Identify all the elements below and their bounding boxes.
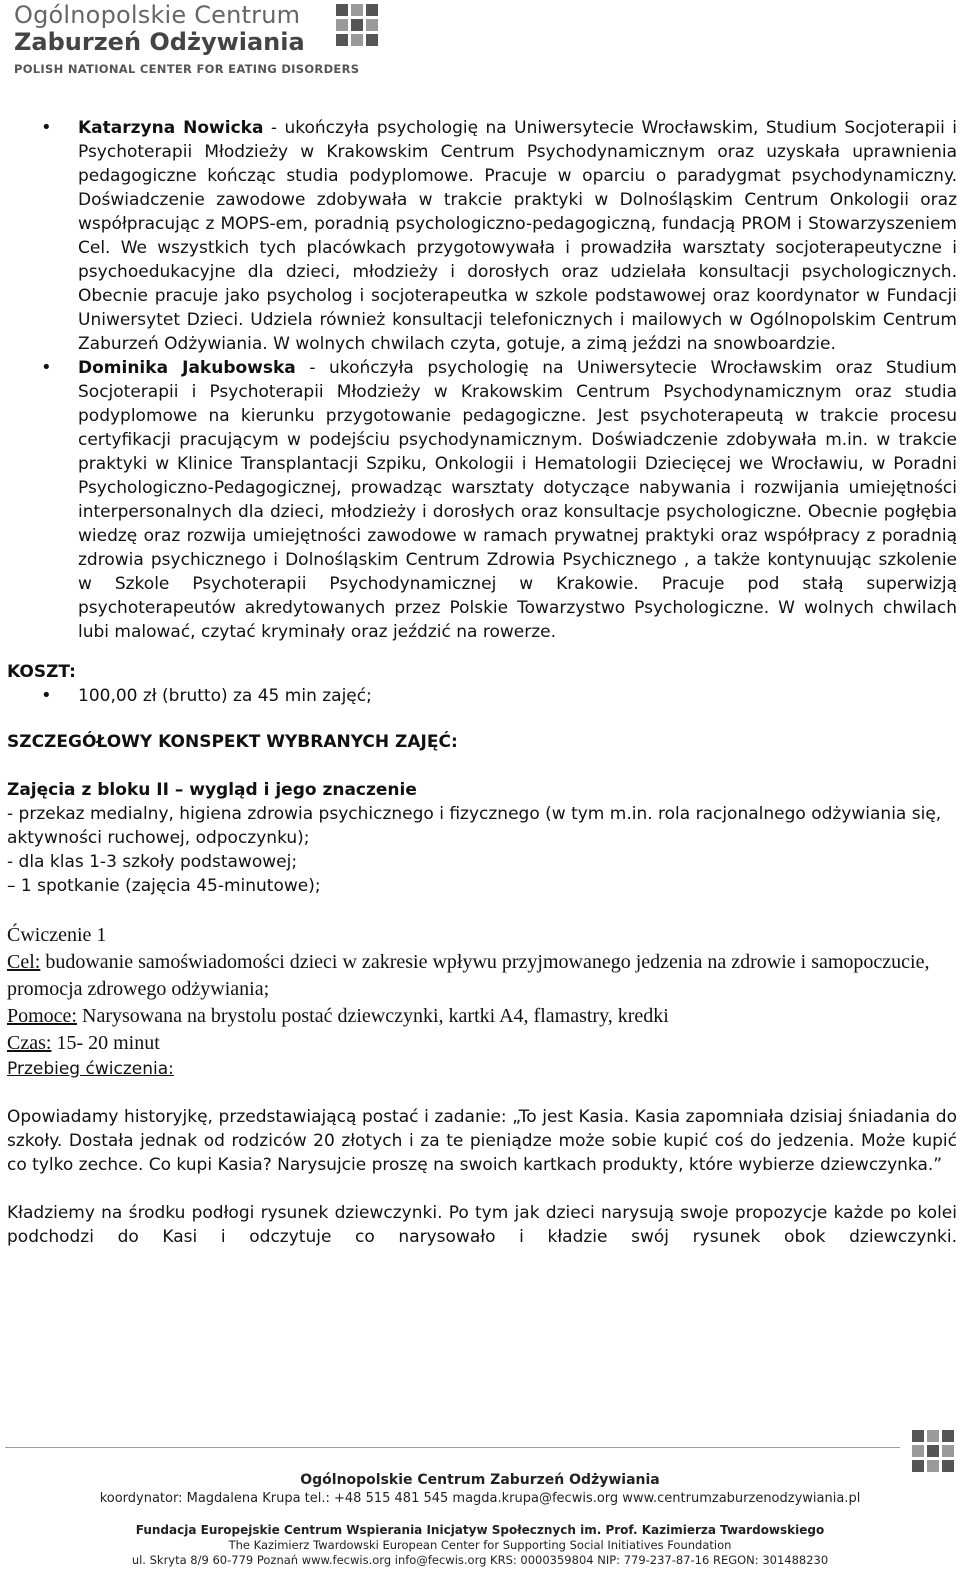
footer-divider [5,1447,900,1448]
footer-coordinator: koordynator: Magdalena Krupa tel.: +48 515 481 545 magda.krupa@fecwis.org www.centrumzaburzenodzywiania.pl [99,1491,861,1506]
outline-line2: - dla klas 1-3 szkoły podstawowej; [7,852,298,872]
footer [0,1470,960,1568]
course-label: Przebieg ćwiczenia: [7,1059,174,1079]
bio-item-jakubowska [7,356,957,644]
cost-item: • 100,00 zł (brutto) za 45 min zajęć; [7,684,957,708]
exercise-goal [7,949,957,1003]
time-label: Czas: [7,1032,52,1054]
org-name-line1: Ogólnopolskie Centrum [14,1,301,29]
exercise-aids [7,1003,957,1030]
goal-text: budowanie samoświadomości dzieci w zakresie wpływu przyjmowanego jedzenia na zdrowie i samopoczucie, promocja zdrowego odżywiania; [7,951,930,1000]
bio-list [7,116,957,644]
aids-text: Narysowana na brystolu postać dziewczynki, kartki A4, flamastry, kredki [77,1005,669,1027]
org-name-line2: Zaburzeń Odżywiania [14,28,305,56]
bio-item-nowicka [7,116,957,356]
logo-grid-icon [336,4,378,46]
block-title: Zajęcia z bloku II – wygląd i jego znaczenie [7,780,417,800]
cost-heading: KOSZT: [7,662,76,682]
bio-text: - ukończyła psychologię na Uniwersytecie Wrocławskim oraz Studium Socjoterapii i Psychoterapii Młodzieży w Krakowskim Centrum Psychodynamicznym oraz studia podyplomowe na kierunku przygotowanie pedagogiczne. Jest psychoterapeutą w trakcie procesu certyfikacji pracującym w podejściu psychodynamicznym. Doświadczenie zdobywała m.in. w trakcie praktyki w Klinice Transplantacji Szpiku, Onkologii i Hematologii Dziecięcej we Wrocławiu, w Poradni Psychologiczno-Pedagogicznej, prowadząc warsztaty dotyczące nabywania i rozwijania umiejętności interpersonalnych dla dzieci, młodzieży i dorosłych oraz konsultacje psychologiczne. Obecnie pogłębia wiedzę oraz rozwija umiejętności zawodowe w ramach prywatnej praktyki oraz współpracy z poradnią zdrowia psychicznego i Dolnośląskim Centrum Zdrowia Psychicznego , a także kontynuując szkolenie w Szkole Psychoterapii Psychodynamicznej w Krakowie. Pracuje pod stałą superwizją psychoterapeutów akredytowanych przez Polskie Towarzystwo Psychologiczne. W wolnych chwilach lubi malować, czytać kryminały oraz jeździć na rowerze. [78,358,957,642]
time-text: 15- 20 minut [51,1032,160,1054]
exercise-title: Ćwiczenie 1 [7,924,107,946]
footer-foundation-en: The Kazimierz Twardowski European Center for Supporting Social Initiatives Foundation [228,1538,732,1552]
footer-address: ul. Skryta 8/9 60-779 Poznań www.fecwis.org info@fecwis.org KRS: 0000359804 NIP: 779-237-87-16 REGON: 301488230 [131,1553,829,1567]
bio-text: - ukończyła psychologię na Uniwersytecie Wrocławskim, Studium Socjoterapii i Psychoterapii Młodzieży w Krakowskim Centrum Psychodynamicznym oraz uzyskała uprawnienia pedagogiczne kończąc studia podyplomowe. Pracuje w oparciu o paradygmat psychodynamiczny. Doświadczenie zawodowe zdobywała w trakcie praktyki w Dolnośląskim Centrum Onkologii oraz współpracując z MOPS-em, poradnią psychologiczno-pedagogiczną, fundacją PROM i Stowarzyszeniem Cel. We wszystkich tych placówkach przygotowywała i prowadziła warsztaty socjoterapeutyczne i psychoedukacyjne dla dzieci, młodzieży i dorosłych oraz udzielała konsultacji psychologicznych. Obecnie pracuje jako psycholog i socjoterapeutka w szkole podstawowej oraz koordynator w Fundacji Uniwersytet Dzieci. Udziela również konsultacji telefonicznych i mailowych w Ogólnopolskim Centrum Zaburzeń Odżywiania. W wolnych chwilach czyta, gotuje, a zimą jeździ na snowboardzie. [78,118,958,354]
footer-org-name: Ogólnopolskie Centrum Zaburzeń Odżywiania [300,1472,660,1488]
exercise-para1: Opowiadamy historyjkę, przedstawiającą postać i zadanie: „To jest Kasia. Kasia zapomniała dzisiaj śniadania do szkoły. Dostała jednak od rodziców 20 złotych i za te pieniądze może sobie kupić coś do jedzenia. Może kupić co tylko zechce. Co kupi Kasia? Narysujcie proszę na swoich kartkach produkty, które wybierze dziewczynka.” [7,1107,957,1175]
aids-label: Pomoce: [7,1005,77,1027]
outline-line1: - przekaz medialny, higiena zdrowia psychicznego i fizycznego (w tym m.in. rola racjonalnego odżywiania się, aktywności ruchowej, odpoczynku); [7,804,942,848]
cost-list [7,684,957,708]
outline-line3: – 1 spotkanie (zajęcia 45-minutowe); [7,876,321,896]
org-name-english: POLISH NATIONAL CENTER FOR EATING DISORDERS [14,62,360,76]
footer-foundation-pl: Fundacja Europejskie Centrum Wspierania Inicjatyw Społecznych im. Prof. Kazimierza Twardowskiego [135,1523,825,1537]
exercise-time [7,1030,957,1057]
outline-heading: SZCZEGÓŁOWY KONSPEKT WYBRANYCH ZAJĘĆ: [7,732,458,752]
bio-name: Katarzyna Nowicka [78,118,264,138]
footer-logo-grid-icon [912,1430,954,1472]
exercise-para2: Kładziemy na środku podłogi rysunek dziewczynki. Po tym jak dzieci narysują swoje propozycje każde po kolei podchodzi do Kasi i odczytuje co narysowało i kładzie swój rysunek obok dziewczynki. [7,1203,957,1247]
goal-label: Cel: [7,951,41,973]
bio-name: Dominika Jakubowska [78,358,296,378]
document-body [7,116,957,1249]
